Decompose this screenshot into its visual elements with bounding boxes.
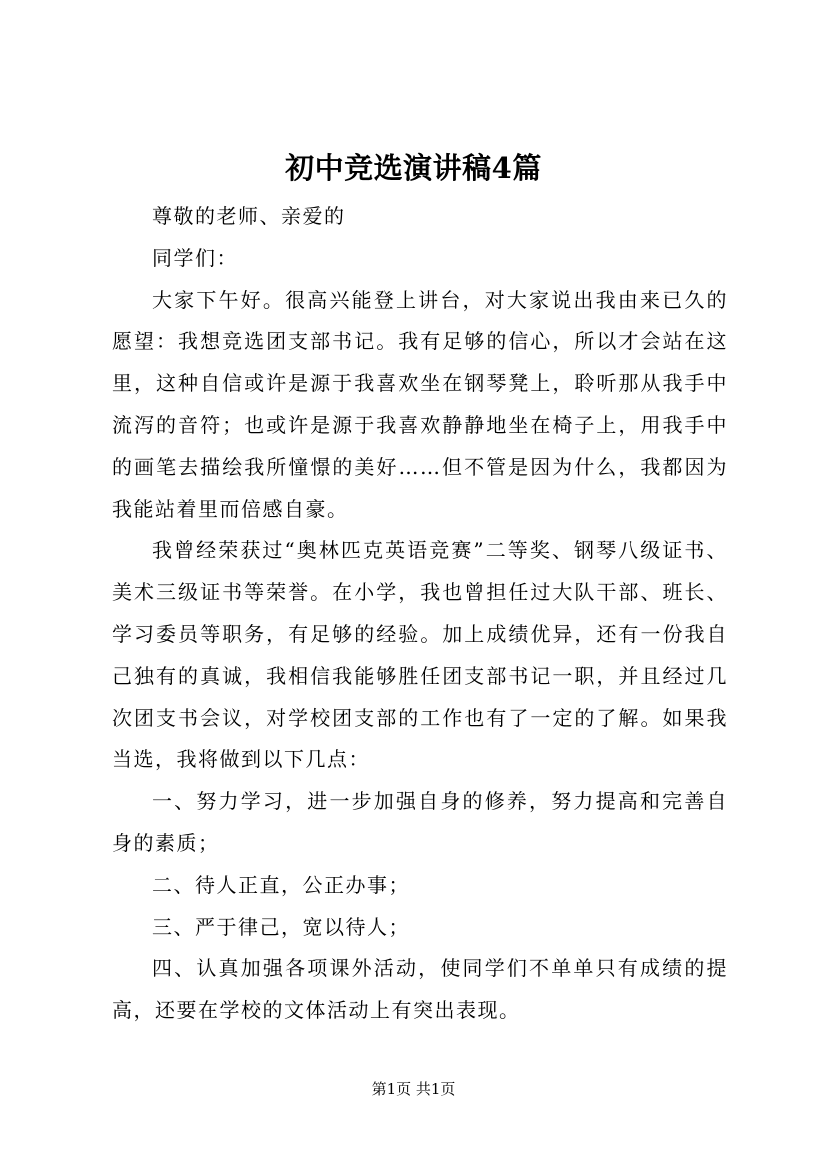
list-item-2: 二、待人正直，公正办事； xyxy=(152,872,410,897)
greeting-line-2: 同学们： xyxy=(152,245,238,270)
paragraph-qualifications: 我曾经荣获过“奥林匹克英语竞赛”二等奖、钢琴八级证书、美术三级证书等荣誉。在小学，我也曾担任过大队干部、班长、学习委员等职务，有足够的经验。加上成绩优异，还有一份我自己独有的真诚，我相信我能够胜任团支部书记一职，并且经过几次团支书会议，对学校团支部的工作也有了一定的了解。如果我当选，我将做到以下几点： xyxy=(112,538,728,772)
page-footer: 第1页 共1页 xyxy=(371,1080,456,1098)
list-item-3: 三、严于律己，宽以待人； xyxy=(152,914,410,939)
greeting-line-1: 尊敬的老师、亲爱的 xyxy=(152,204,346,228)
paragraph-intro: 大家下午好。很高兴能登上讲台，对大家说出我由来已久的愿望：我想竞选团支部书记。我有足够的信心，所以才会站在这里，这种自信或许是源于我喜欢坐在钢琴凳上，聆听那从我手中流泻的音符；也或许是源于我喜欢静静地坐在椅子上，用我手中的画笔去描绘我所憧憬的美好……但不管是因为什么，我都因为我能站着里而倍感自豪。 xyxy=(112,287,728,521)
document-title: 初中竞选演讲稿4篇 xyxy=(285,151,542,185)
list-item-1: 一、努力学习，进一步加强自身的修养，努力提高和完善自身的素质； xyxy=(112,789,728,855)
list-item-4: 四、认真加强各项课外活动，使同学们不单单只有成绩的提高，还要在学校的文体活动上有突出表现。 xyxy=(112,956,728,1023)
document-body xyxy=(112,196,728,1032)
